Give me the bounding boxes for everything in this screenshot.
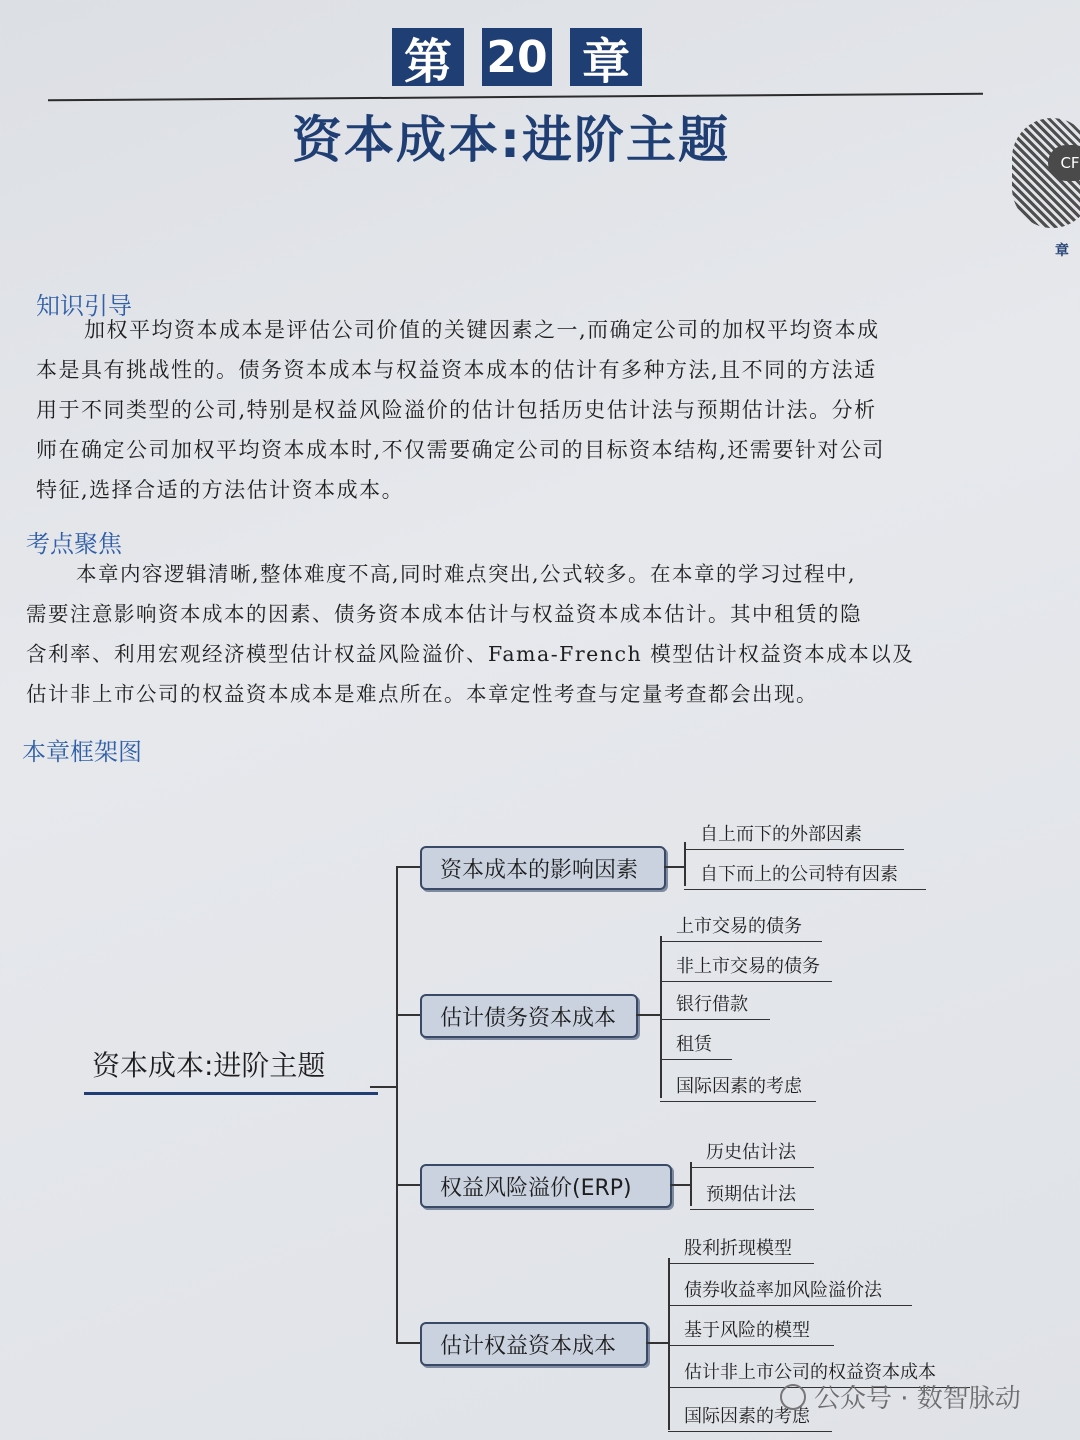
leaf-item: 自上而下的外部因素	[684, 820, 904, 850]
side-tab: 章	[1055, 243, 1069, 259]
leaf-item: 国际因素的考虑	[668, 1402, 832, 1432]
connector	[396, 1184, 422, 1186]
chapter-suffix: 章	[570, 28, 642, 86]
branch-node: 估计权益资本成本	[420, 1322, 648, 1366]
mindmap-root: 资本成本:进阶主题	[84, 1044, 378, 1095]
leaf-item: 股利折现模型	[668, 1234, 814, 1264]
focus-line: 估计非上市公司的权益资本成本是难点所在。本章定性考查与定量考查都会出现。	[26, 682, 818, 706]
chapter-number: 20	[482, 28, 552, 86]
branch-node: 资本成本的影响因素	[420, 846, 666, 890]
branch-node: 估计债务资本成本	[420, 994, 638, 1038]
chapter-title: 资本成本:进阶主题	[292, 111, 730, 169]
leaf-item: 国际因素的考虑	[660, 1072, 816, 1102]
guide-line: 加权平均资本成本是评估公司价值的关键因素之一,而确定公司的加权平均资本成	[84, 318, 880, 342]
focus-line: 本章内容逻辑清晰,整体难度不高,同时难点突出,公式较多。在本章的学习过程中,	[76, 562, 857, 586]
branch-node: 权益风险溢价(ERP)	[420, 1164, 672, 1208]
leaf-item: 租赁	[660, 1030, 732, 1060]
guide-line: 用于不同类型的公司,特别是权益风险溢价的估计包括历史估计法与预期估计法。分析	[36, 398, 877, 422]
guide-line: 师在确定公司加权平均资本成本时,不仅需要确定公司的目标资本结构,还需要针对公司	[36, 438, 885, 462]
leaf-item: 银行借款	[660, 990, 770, 1020]
leaf-item: 基于风险的模型	[668, 1316, 834, 1346]
connector	[396, 1014, 422, 1016]
wechat-icon	[780, 1384, 806, 1410]
guide-line: 特征,选择合适的方法估计资本成本。	[36, 478, 405, 502]
leaf-item: 历史估计法	[690, 1138, 814, 1168]
section-heading-framework: 本章框架图	[22, 738, 142, 766]
focus-line: 含利率、利用宏观经济模型估计权益风险溢价、Fama-French 模型估计权益资本成本以及	[26, 642, 915, 666]
connector	[636, 1014, 662, 1016]
connector	[396, 866, 422, 868]
connector	[370, 1086, 398, 1088]
chapter-prefix: 第	[392, 28, 464, 86]
focus-line: 需要注意影响资本成本的因素、债务资本成本估计与权益资本成本估计。其中租赁的隐	[26, 602, 862, 626]
leaf-item: 预期估计法	[690, 1180, 814, 1210]
leaf-item: 非上市交易的债务	[660, 952, 832, 982]
focus-paragraph	[26, 554, 914, 714]
connector	[646, 1342, 670, 1344]
watermark	[780, 1378, 1021, 1415]
watermark-text: 公众号 · 数智脉动	[814, 1384, 1021, 1414]
leaf-item: 上市交易的债务	[660, 912, 822, 942]
section-heading-guide: 知识引导	[36, 292, 132, 320]
connector	[396, 866, 398, 1344]
connector	[670, 1184, 692, 1186]
connector	[396, 1342, 422, 1344]
section-heading-focus: 考点聚焦	[26, 530, 122, 558]
guide-paragraph	[36, 310, 885, 510]
qr-center-label: CF	[1048, 145, 1080, 181]
connector	[664, 866, 686, 868]
guide-line: 本是具有挑战性的。债务资本成本与权益资本成本的估计有多种方法,且不同的方法适	[36, 358, 877, 382]
leaf-item: 自下而上的公司特有因素	[684, 860, 926, 890]
leaf-item: 估计非上市公司的权益资本成本	[668, 1358, 970, 1388]
leaf-item: 债券收益率加风险溢价法	[668, 1276, 912, 1306]
